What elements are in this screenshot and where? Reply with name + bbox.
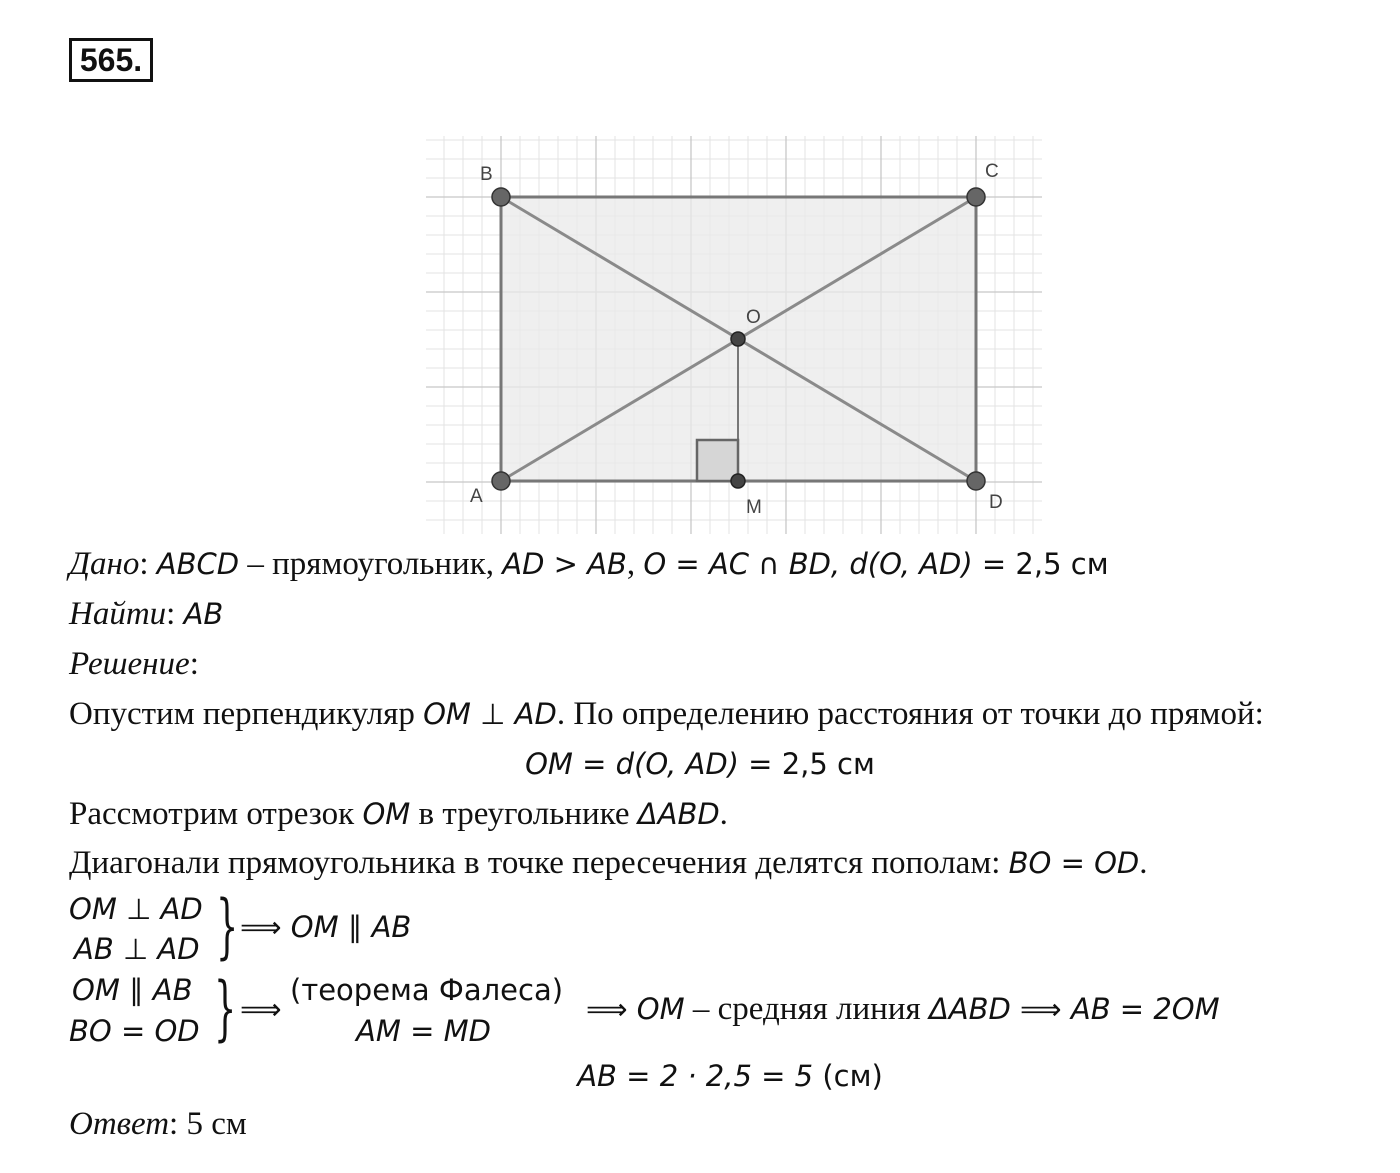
formula-1 [0,744,1400,784]
given-distance: 2,5 см [1015,547,1109,581]
answer-label: Ответ [69,1106,170,1142]
system-2-tail-math-b: ΔABD ⟹ AB = 2OM [928,992,1220,1026]
system-1-brace: } [216,885,239,967]
formula-2-unit: (см) [822,1059,883,1093]
right-angle-mark [697,440,738,481]
given-colon: : [139,546,149,582]
system-2-tail [586,989,1220,1029]
step-2 [69,794,728,834]
formula-2-math: AB = 2 · 2,5 = 5 [577,1059,823,1093]
given-inequality: AD > AB [502,547,627,581]
system-2-row-2: BO = OD [69,1014,200,1048]
formula-1-math: OM = d(O, AD) = [525,747,782,781]
find-line [69,594,223,634]
system-2-brace: } [214,967,237,1049]
step-2-math-b: ΔABD [637,797,720,831]
point-a [492,472,510,490]
system-2-theorem: (теорема Фалеса) [290,973,564,1007]
point-d [967,472,985,490]
given-conditions: O = AC ∩ BD, d(O, AD) = [643,547,1016,581]
step-2-text-a: Рассмотрим отрезок [69,796,363,832]
system-2-tail-text: – средняя линия [684,991,929,1027]
find-value: AB [183,597,224,631]
label-b: B [480,164,493,185]
step-3-text: Диагонали прямоугольника в точке пересечения делятся пополам: [69,845,1009,881]
step-3 [69,843,1148,883]
system-2-mid: AM = MD [356,1014,491,1048]
solution-heading [69,644,199,684]
system-2-tail-math-a: ⟹ OM [586,992,685,1026]
step-1-text-b: . По определению расстояния от точки до прямой: [556,696,1264,732]
label-c: C [985,161,999,182]
given-text: – прямоугольник, [239,546,503,582]
find-colon: : [166,596,184,632]
step-2-math-a: OM [362,797,411,831]
label-d: D [989,492,1003,513]
system-1-result: ⟹ OM ∥ AB [240,910,412,944]
answer-line [69,1104,247,1144]
system-1-row-1: OM ⊥ AD [69,892,203,926]
system-1-row-2: AB ⊥ AD [74,932,200,966]
system-2-row-1: OM ∥ AB [72,973,193,1007]
label-o: O [746,307,761,328]
given-comma: , [626,546,644,582]
formula-2 [30,1056,1400,1096]
point-m [731,474,745,488]
solution-colon: : [189,646,199,682]
given-abcd: ABCD [156,547,240,581]
answer-colon: : [169,1106,187,1142]
point-b [492,188,510,206]
given-label: Дано [69,546,140,582]
step-3-math: BO = OD [1008,846,1140,880]
step-1-math: OM ⊥ AD [423,697,557,731]
step-3-dot: . [1139,845,1148,881]
solution-label: Решение [69,646,190,682]
step-1 [69,694,1264,734]
system-2-arrow: ⟹ [240,992,282,1026]
point-c [967,188,985,206]
point-o [731,332,745,346]
step-2-text-b: в треугольнике [410,796,638,832]
formula-1-value: 2,5 см [781,747,875,781]
rectangle-figure [426,136,1042,534]
label-a: A [470,486,483,507]
label-m: M [746,497,762,518]
problem-number: 565. [69,38,153,82]
given-line [69,544,1109,584]
find-label: Найти [69,596,167,632]
step-2-text-c: . [719,796,728,832]
answer-value: 5 см [186,1106,247,1142]
step-1-text-a: Опустим перпендикуляр [69,696,424,732]
